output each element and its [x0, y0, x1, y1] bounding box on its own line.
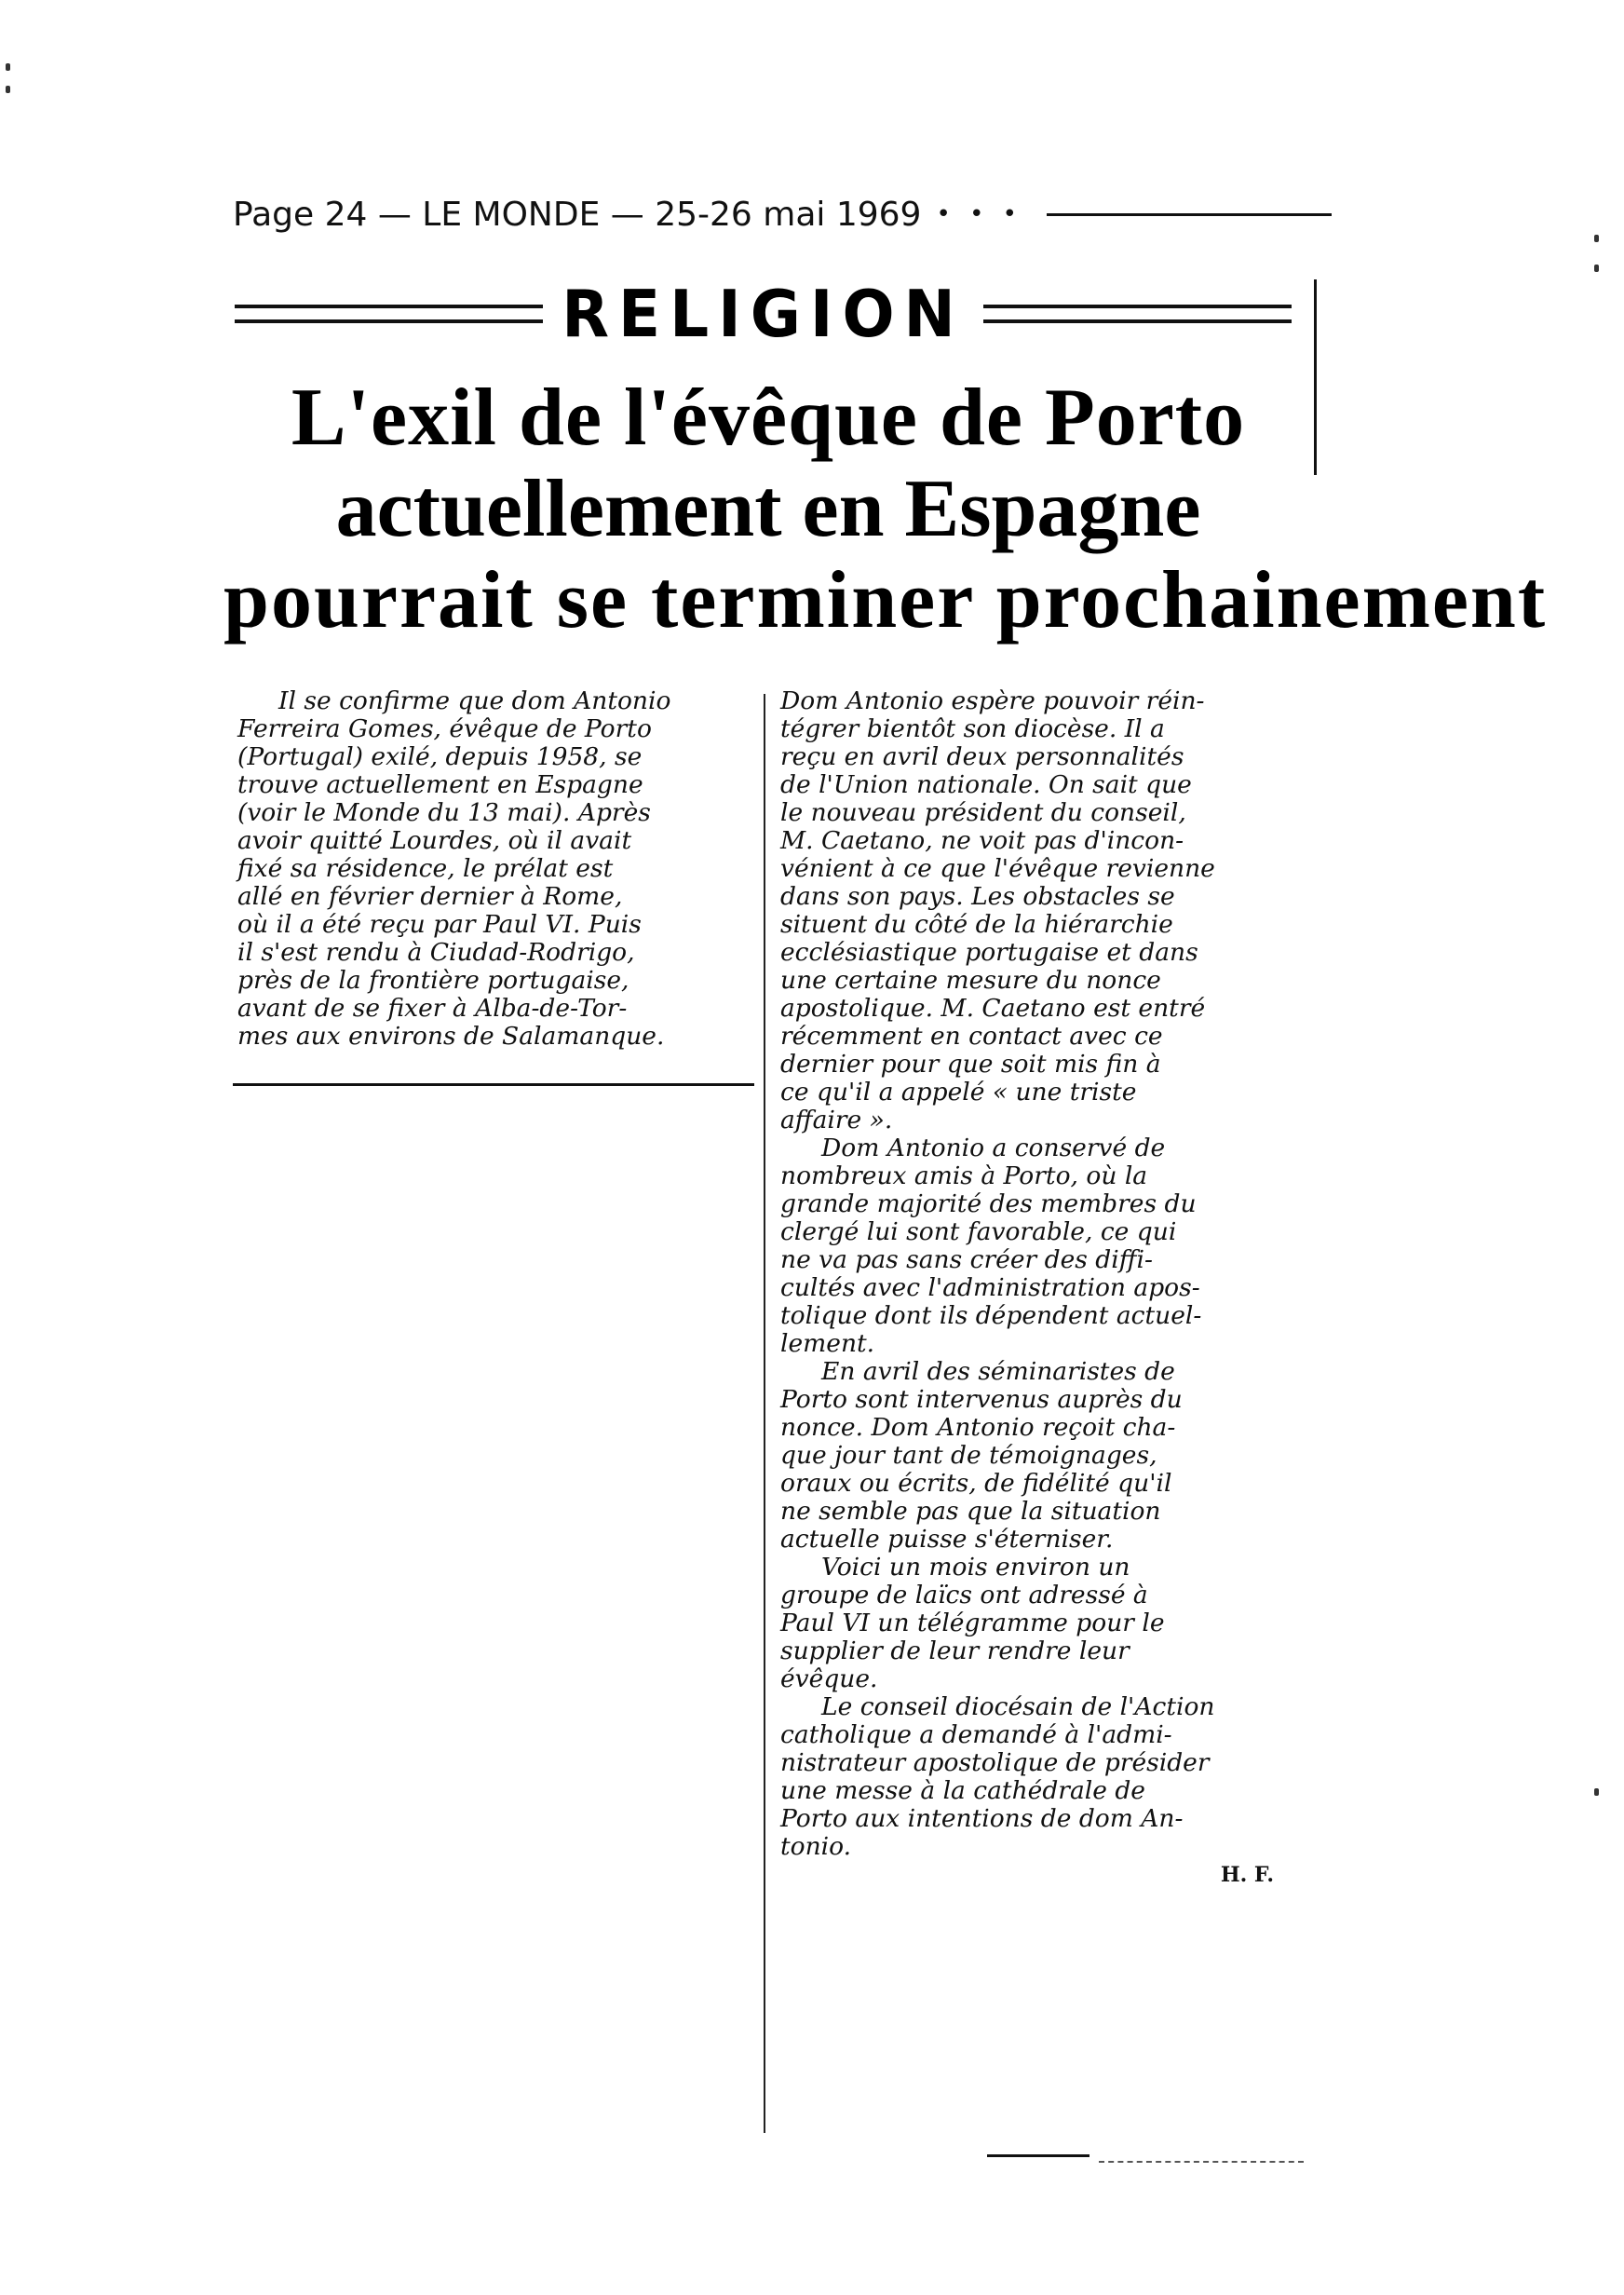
article-column-right	[780, 687, 1302, 1889]
page-header	[233, 186, 1332, 242]
scan-speck	[1594, 265, 1599, 272]
footer-rule	[987, 2154, 1089, 2157]
article-line: tégrer bientôt son diocèse. Il a	[780, 714, 1165, 743]
article-line: situent du côté de la hiérarchie	[780, 910, 1173, 939]
article-line: récemment en contact avec ce	[780, 1022, 1163, 1051]
scan-speck	[6, 63, 10, 71]
article-headline	[223, 373, 1548, 646]
article-line: avoir quitté Lourdes, où il avait	[237, 826, 632, 855]
article-line: lement.	[780, 1329, 875, 1358]
article-line: tonio.	[780, 1832, 852, 1861]
frame-bar	[1314, 279, 1317, 475]
article-line: nistrateur apostolique de présider	[780, 1748, 1210, 1777]
article-line: nonce. Dom Antonio reçoit cha-	[780, 1413, 1176, 1442]
article-line: M. Caetano, ne voit pas d'incon-	[780, 826, 1184, 855]
article-line: où il a été reçu par Paul VI. Puis	[237, 910, 642, 939]
page-header-text: Page 24 — LE MONDE — 25-26 mai 1969	[233, 195, 922, 234]
article-line: Porto sont intervenus auprès du	[780, 1385, 1183, 1414]
article-line: vénient à ce que l'évêque revienne	[780, 854, 1215, 883]
article-line: affaire ».	[780, 1106, 893, 1134]
header-rule	[1047, 213, 1332, 216]
header-dots: • • •	[936, 200, 1023, 228]
footer-dashes	[1099, 2161, 1304, 2163]
article-line: En avril des séminaristes de	[821, 1357, 1175, 1386]
article-line: près de la frontière portugaise,	[237, 966, 629, 995]
article-line: apostolique. M. Caetano est entré	[780, 994, 1206, 1023]
headline-line: actuellement en Espagne	[335, 464, 1201, 554]
section-banner	[235, 272, 1292, 356]
article-line: Il se confirme que dom Antonio	[278, 686, 671, 715]
scan-speck	[1594, 1788, 1599, 1796]
article-line: une messe à la cathédrale de	[780, 1776, 1145, 1805]
section-rule-right	[983, 305, 1292, 323]
section-rule-left	[235, 305, 543, 323]
article-line: Dom Antonio espère pouvoir réin-	[780, 686, 1205, 715]
headline-line: L'exil de l'évêque de Porto	[291, 373, 1246, 463]
article-line: Ferreira Gomes, évêque de Porto	[237, 714, 652, 743]
article-line: actuelle puisse s'éterniser.	[780, 1525, 1114, 1554]
article-line: trouve actuellement en Espagne	[237, 770, 643, 799]
section-title: RELIGION	[562, 276, 965, 352]
article-line: dernier pour que soit mis fin à	[780, 1050, 1161, 1079]
article-line: clergé lui sont favorable, ce qui	[780, 1217, 1177, 1246]
article-line: supplier de leur rendre leur	[780, 1636, 1130, 1665]
author-signature: H. F.	[1220, 1863, 1274, 1887]
article-line: de l'Union nationale. On sait que	[780, 770, 1192, 799]
article-line: il s'est rendu à Ciudad-Rodrigo,	[237, 938, 635, 967]
article-line: Paul VI un télégramme pour le	[780, 1609, 1165, 1637]
article-line: Voici un mois environ un	[821, 1553, 1130, 1582]
article-line: ne semble pas que la situation	[780, 1497, 1161, 1526]
article-line: Dom Antonio a conservé de	[821, 1134, 1166, 1162]
headline-line: pourrait se terminer prochainement	[223, 555, 1548, 645]
article-line: (voir le Monde du 13 mai). Après	[237, 798, 651, 827]
article-line: cultés avec l'administration apos-	[780, 1273, 1200, 1302]
scan-speck	[6, 86, 10, 93]
article-line: Le conseil diocésain de l'Action	[821, 1692, 1215, 1721]
article-line: reçu en avril deux personnalités	[780, 742, 1184, 771]
article-line: ce qu'il a appelé « une triste	[780, 1078, 1137, 1107]
article-line: ne va pas sans créer des diffi-	[780, 1245, 1153, 1274]
column-divider	[764, 694, 765, 2133]
article-line: le nouveau président du conseil,	[780, 798, 1186, 827]
article-line: ecclésiastique portugaise et dans	[780, 938, 1198, 967]
article-line: tolique dont ils dépendent actuel-	[780, 1301, 1202, 1330]
article-line: une certaine mesure du nonce	[780, 966, 1161, 995]
article-line: allé en février dernier à Rome,	[237, 882, 623, 911]
article-line: avant de se fixer à Alba-de-Tor-	[237, 994, 628, 1023]
article-line: oraux ou écrits, de fidélité qu'il	[780, 1469, 1172, 1498]
article-line: (Portugal) exilé, depuis 1958, se	[237, 742, 643, 771]
column-end-rule	[233, 1083, 754, 1086]
article-line: fixé sa résidence, le prélat est	[237, 854, 614, 883]
article-line: évêque.	[780, 1664, 878, 1693]
article-line: grande majorité des membres du	[780, 1189, 1197, 1218]
article-line: Porto aux intentions de dom An-	[780, 1804, 1184, 1833]
scan-speck	[1594, 235, 1599, 242]
article-line: que jour tant de témoignages,	[780, 1441, 1157, 1470]
article-line: mes aux environs de Salamanque.	[237, 1022, 665, 1051]
article-line: dans son pays. Les obstacles se	[780, 882, 1175, 911]
article-column-left	[237, 687, 759, 1051]
article-line: groupe de laïcs ont adressé à	[780, 1581, 1148, 1609]
article-line: nombreux amis à Porto, où la	[780, 1161, 1148, 1190]
article-line: catholique a demandé à l'admi-	[780, 1720, 1172, 1749]
